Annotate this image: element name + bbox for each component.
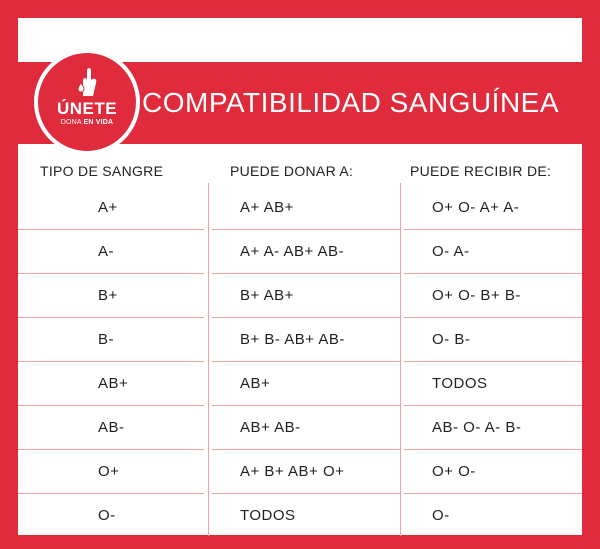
header-blood-type: TIPO DE SANGRE xyxy=(40,163,164,179)
cell-can-donate: A+ AB+ xyxy=(240,199,294,216)
table-row xyxy=(18,406,582,450)
cell-blood-type: AB+ xyxy=(98,375,129,392)
logo-brand: ÚNETE xyxy=(56,99,118,118)
cell-can-receive: O- B- xyxy=(432,331,471,348)
hand-drop-icon xyxy=(76,67,100,97)
cell-can-receive: O+ O- A+ A- xyxy=(432,199,520,216)
cell-can-receive: O- xyxy=(432,507,450,524)
table-row xyxy=(18,186,582,230)
table-row xyxy=(18,362,582,406)
cell-can-donate: TODOS xyxy=(240,507,296,524)
table-row xyxy=(18,318,582,362)
cell-can-donate: A+ B+ AB+ O+ xyxy=(240,463,345,480)
cell-blood-type: AB- xyxy=(98,419,125,436)
cell-blood-type: B- xyxy=(98,331,114,348)
cell-can-receive: O+ O- xyxy=(432,463,476,480)
logo-tagline: DONA EN VIDA xyxy=(60,119,114,126)
table-row xyxy=(18,450,582,494)
table-row xyxy=(18,230,582,274)
page-title: COMPATIBILIDAD SANGUÍNEA xyxy=(142,87,560,118)
cell-can-donate: B+ AB+ xyxy=(240,287,294,304)
cell-can-donate: AB+ xyxy=(240,375,271,392)
table-row xyxy=(18,274,582,318)
cell-blood-type: B+ xyxy=(98,287,118,304)
cell-can-receive: O+ O- B+ B- xyxy=(432,287,521,304)
content-panel xyxy=(18,18,582,535)
cell-blood-type: A- xyxy=(98,243,114,260)
cell-can-donate: A+ A- AB+ AB- xyxy=(240,243,345,260)
cell-blood-type: O- xyxy=(98,507,116,524)
cell-can-receive: O- A- xyxy=(432,243,470,260)
cell-can-donate: AB+ AB- xyxy=(240,419,301,436)
cell-blood-type: O+ xyxy=(98,463,120,480)
unete-logo xyxy=(34,49,140,155)
cell-can-receive: AB- O- A- B- xyxy=(432,419,522,436)
cell-can-donate: B+ B- AB+ AB- xyxy=(240,331,345,348)
cell-can-receive: TODOS xyxy=(432,375,488,392)
header-can-donate: PUEDE DONAR A: xyxy=(230,163,354,179)
table-row xyxy=(18,494,582,538)
header-can-receive: PUEDE RECIBIR DE: xyxy=(410,163,552,179)
cell-blood-type: A+ xyxy=(98,199,118,216)
